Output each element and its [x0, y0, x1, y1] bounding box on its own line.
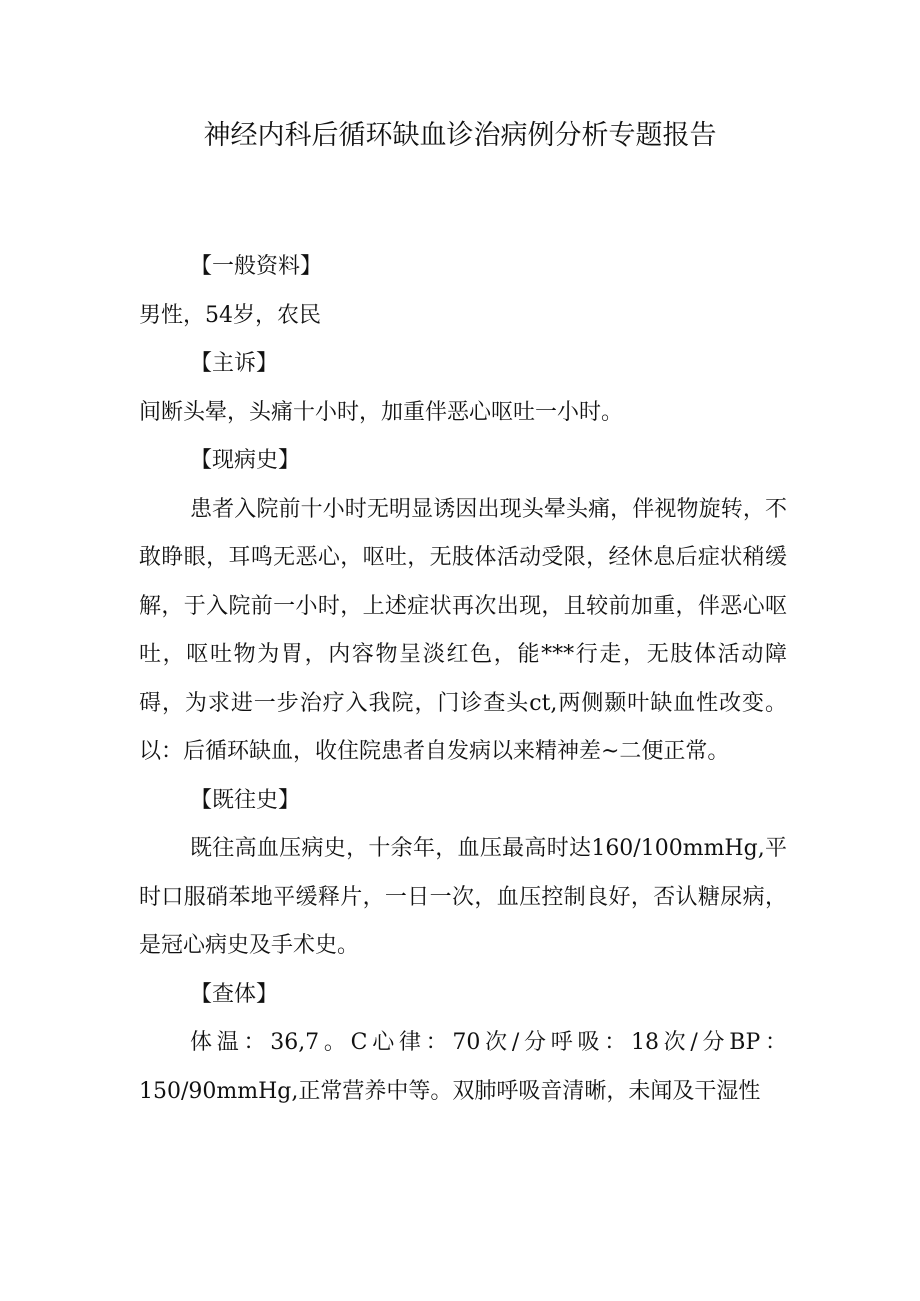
section-heading-general-info: 【一般资料】 [190, 254, 323, 279]
section-heading-present-illness: 【现病史】 [190, 448, 301, 473]
section-heading-past-history: 【既往史】 [190, 787, 301, 813]
section-text-chief-complaint: 间断头晕，头痛十小时，加重伴恶心呕吐一小时。 [139, 399, 624, 425]
document-body [139, 243, 787, 1116]
section-text-physical-exam: 体温：36,7。C心律：70次/分呼吸：18次/分BP：150/90mmHg,正常营养中等。双肺呼吸音清晰，未闻及干湿性 [139, 1030, 787, 1104]
section-text-present-illness: 患者入院前十小时无明显诱因出现头晕头痛，伴视物旋转，不敢睁眼，耳鸣无恶心，呕吐，无肢体活动受限，经休息后症状稍缓解，于入院前一小时，上述症状再次出现，且较前加重，伴恶心呕吐，呕吐物为胃，内容物呈淡红色，能***行走，无肢体活动障碍，为求进一步治疗入我院，门诊查头ct,两侧颞叶缺血性改变。以：后循环缺血，收住院患者自发病以来精神差~二便正常。 [139, 496, 787, 764]
section-text-past-history: 既往高血压病史，十余年，血压最高时达160/100mmHg,平时口服硝苯地平缓释片，一日一次，血压控制良好，否认糖尿病，是冠心病史及手术史。 [139, 836, 787, 958]
document-title: 神经内科后循环缺血诊治病例分析专题报告 [203, 120, 717, 151]
section-text-general-info: 男性，54岁，农民 [139, 302, 321, 328]
section-heading-chief-complaint: 【主诉】 [190, 351, 279, 376]
section-heading-physical-exam: 【查体】 [190, 981, 279, 1007]
